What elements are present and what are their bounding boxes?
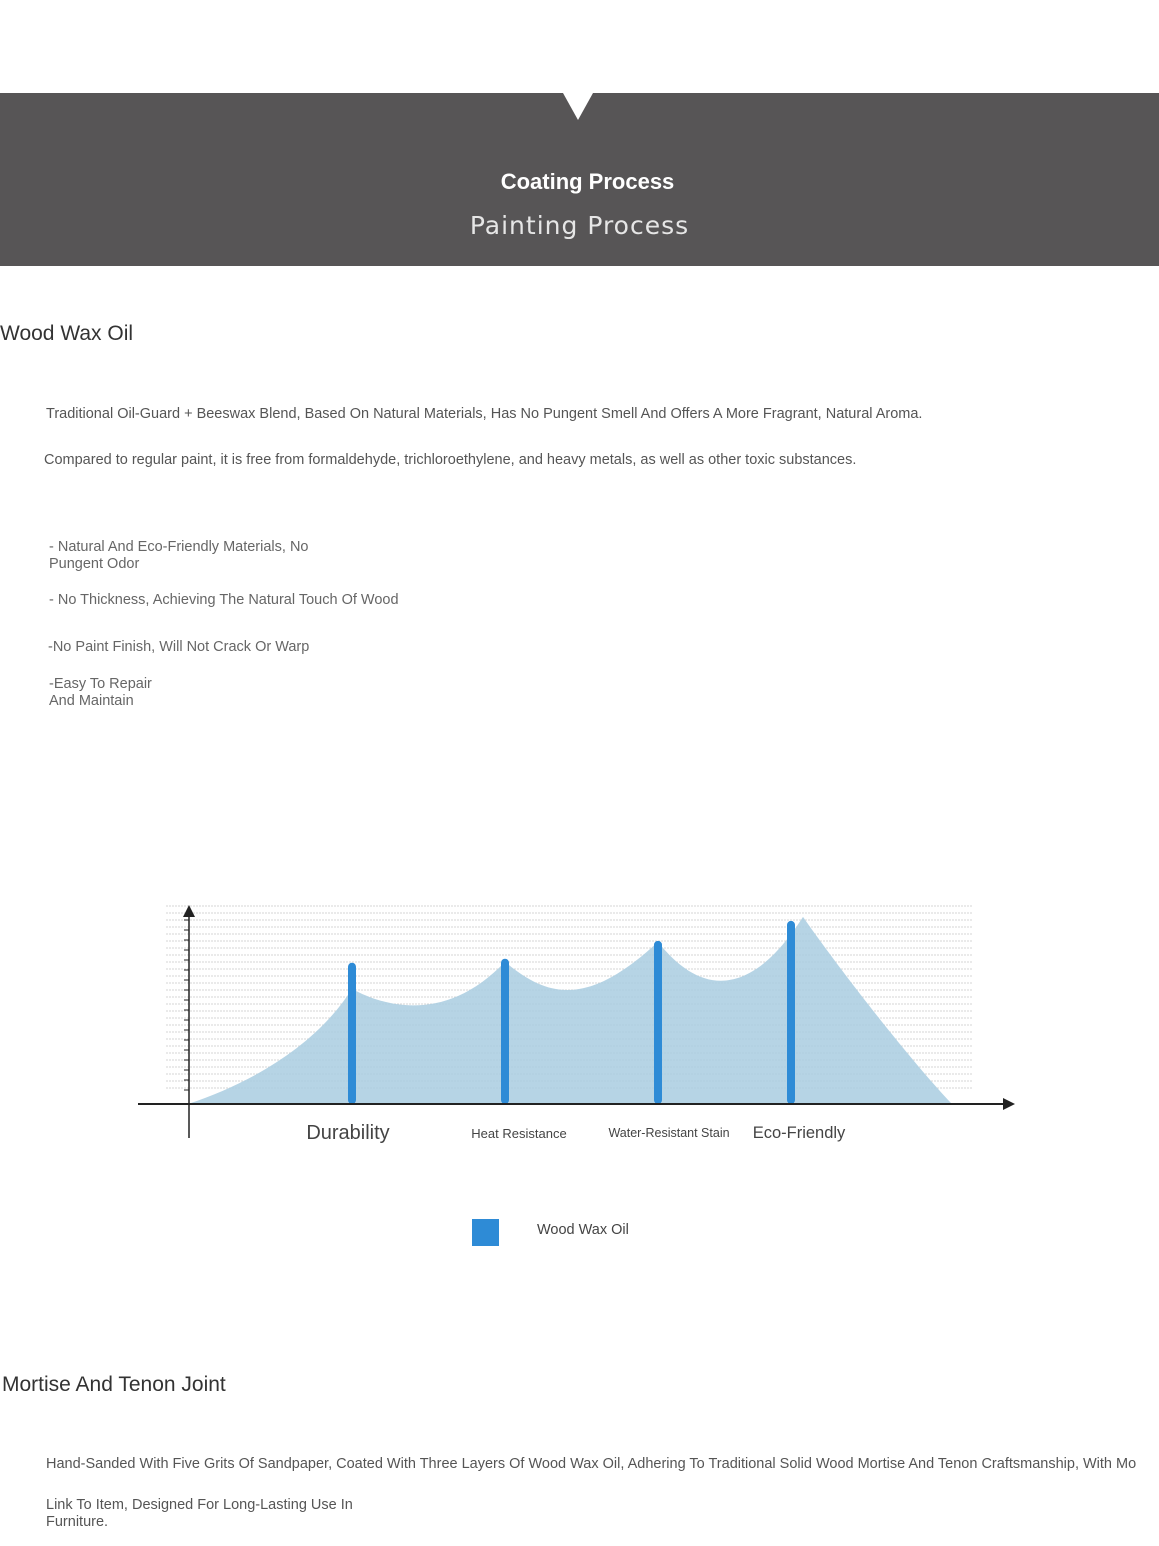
x-tick-label: Eco-Friendly — [752, 1123, 846, 1142]
chart-bar — [501, 959, 509, 1104]
feature-bullet: - No Thickness, Achieving The Natural Touch Of Wood — [49, 592, 399, 608]
feature-bullet: - Natural And Eco-Friendly Materials, No Pungent Odor — [49, 539, 309, 572]
wood-wax-description: Traditional Oil-Guard + Beeswax Blend, Based On Natural Materials, Has No Pungent Smell And Offers A More Fragrant, Natural Aroma. — [46, 406, 923, 422]
banner-title: Coating Process — [500, 169, 675, 194]
chart-bar — [787, 921, 795, 1104]
y-axis-arrow — [183, 905, 195, 917]
banner-notch — [563, 93, 593, 120]
chart-bar — [348, 963, 356, 1104]
x-tick-label: Durability — [306, 1122, 390, 1144]
x-tick-label: Water-Resistant Stain — [608, 1125, 730, 1140]
wood-wax-toxicity-note: Compared to regular paint, it is free from formaldehyde, trichloroethylene, and heavy metals, as well as other toxic substances. — [44, 452, 857, 468]
legend-label: Wood Wax Oil — [537, 1222, 629, 1238]
section-banner — [0, 93, 1159, 266]
feature-bullet: -Easy To Repair And Maintain — [49, 676, 152, 709]
mortise-description: Hand-Sanded With Five Grits Of Sandpaper, Coated With Three Layers Of Wood Wax Oil, Adhering To Traditional Solid Wood Mortise And Tenon Craftsmanship, With Mo — [46, 1456, 1137, 1472]
chart-bar — [654, 941, 662, 1104]
x-axis-arrow — [1003, 1098, 1015, 1110]
banner-subtitle: Painting Process — [469, 211, 690, 240]
mortise-description-continued: Link To Item, Designed For Long-Lasting Use In Furniture. — [46, 1497, 353, 1530]
chart-area-fill — [188, 917, 952, 1104]
chart-canvas — [120, 890, 1030, 1170]
mortise-tenon-heading: Mortise And Tenon Joint — [2, 1373, 226, 1396]
feature-bullet: -No Paint Finish, Will Not Crack Or Warp — [48, 639, 310, 655]
wood-wax-oil-heading: Wood Wax Oil — [0, 322, 134, 345]
x-tick-label: Heat Resistance — [471, 1125, 567, 1141]
legend-swatch — [472, 1219, 499, 1246]
performance-chart — [120, 890, 1030, 1170]
chart-legend — [472, 1218, 642, 1248]
